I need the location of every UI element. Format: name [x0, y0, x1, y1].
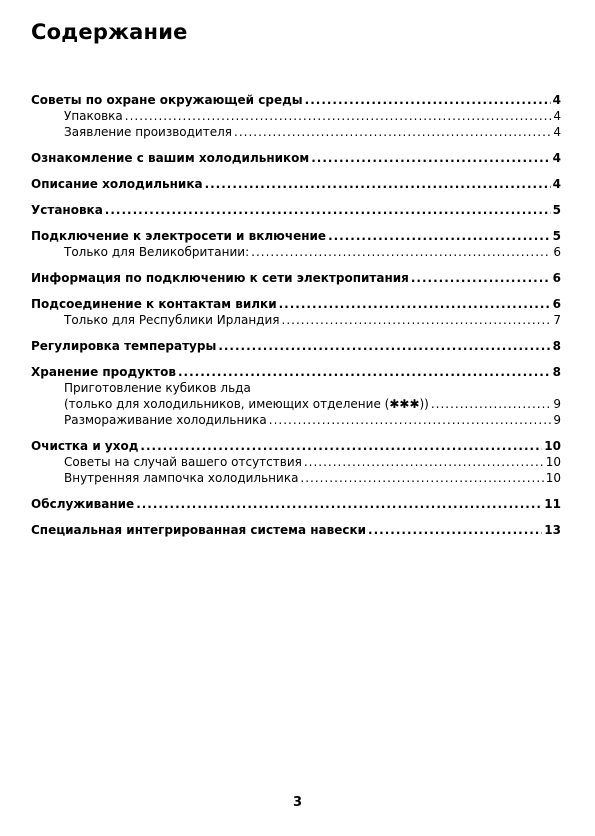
- toc-dot-leader: [178, 364, 551, 380]
- toc-entry-page: 9: [553, 397, 561, 411]
- toc-entry-page: 4: [552, 93, 561, 107]
- toc-subsection-entry: [31, 396, 561, 412]
- toc-section-entry: [31, 364, 561, 380]
- toc-entry-page: 5: [552, 229, 561, 243]
- toc-entry-page: 4: [552, 151, 561, 165]
- table-of-contents: [31, 92, 561, 538]
- toc-entry-title: Упаковка: [64, 109, 123, 123]
- toc-spacer: [31, 218, 561, 228]
- toc-entry-title: Советы на случай вашего отсутствия: [64, 455, 302, 469]
- toc-dot-leader: [279, 296, 551, 312]
- toc-entry-title: Установка: [31, 203, 103, 217]
- toc-section-entry: [31, 338, 561, 354]
- toc-dot-leader: [411, 270, 551, 286]
- toc-spacer: [31, 428, 561, 438]
- toc-spacer: [31, 260, 561, 270]
- toc-dot-leader: [368, 522, 542, 538]
- toc-dot-leader: [328, 228, 551, 244]
- toc-entry-title: Специальная интегрированная система навески: [31, 523, 367, 537]
- toc-entry-page: 6: [552, 271, 561, 285]
- toc-dot-leader: [269, 412, 552, 428]
- toc-entry-page: 6: [553, 245, 561, 259]
- toc-entry-title: Только для Республики Ирландия: [64, 313, 280, 327]
- toc-entry-title: Очистка и уход: [31, 439, 139, 453]
- toc-subsection-entry: [31, 380, 561, 396]
- toc-entry-title: Размораживание холодильника: [64, 413, 267, 427]
- toc-entry-title: Ознакомление с вашим холодильником: [31, 151, 310, 165]
- toc-dot-leader: [140, 438, 542, 454]
- toc-spacer: [31, 512, 561, 522]
- toc-section-entry: [31, 270, 561, 286]
- toc-entry-title: Советы по охране окружающей среды: [31, 93, 303, 107]
- toc-entry-page: 8: [552, 339, 561, 353]
- toc-dot-leader: [136, 496, 542, 512]
- toc-section-entry: [31, 176, 561, 192]
- toc-entry-page: 9: [553, 413, 561, 427]
- toc-dot-leader: [205, 176, 551, 192]
- toc-entry-title: Подключение к электросети и включение: [31, 229, 327, 243]
- toc-section-entry: [31, 228, 561, 244]
- toc-spacer: [31, 140, 561, 150]
- toc-entry-title: Подсоединение к контактам вилки: [31, 297, 277, 311]
- toc-entry-title: Обслуживание: [31, 497, 135, 511]
- toc-dot-leader: [431, 396, 552, 412]
- toc-dot-leader: [105, 202, 551, 218]
- toc-dot-leader: [300, 470, 543, 486]
- toc-dot-leader: [234, 124, 551, 140]
- toc-entry-page: 4: [553, 125, 561, 139]
- toc-entry-title: Информация по подключению к сети электропитания: [31, 271, 409, 285]
- toc-dot-leader: [305, 92, 551, 108]
- toc-section-entry: [31, 202, 561, 218]
- toc-section-entry: [31, 522, 561, 538]
- toc-entry-page: 4: [552, 177, 561, 191]
- toc-entry-title: Только для Великобритании:: [64, 245, 250, 259]
- toc-spacer: [31, 354, 561, 364]
- toc-entry-title: (только для холодильников, имеющих отделение (✱✱✱)): [64, 397, 429, 411]
- toc-dot-leader: [311, 150, 550, 166]
- toc-entry-title: Приготовление кубиков льда: [64, 381, 251, 395]
- toc-subsection-entry: [31, 412, 561, 428]
- toc-subsection-entry: [31, 312, 561, 328]
- toc-section-entry: [31, 150, 561, 166]
- toc-spacer: [31, 286, 561, 296]
- toc-dot-leader: [251, 244, 551, 260]
- toc-spacer: [31, 328, 561, 338]
- toc-subsection-entry: [31, 124, 561, 140]
- toc-entry-page: 10: [545, 455, 561, 469]
- toc-section-entry: [31, 438, 561, 454]
- toc-entry-page: 10: [545, 471, 561, 485]
- toc-entry-page: 4: [553, 109, 561, 123]
- toc-entry-title: Описание холодильника: [31, 177, 203, 191]
- toc-entry-title: Заявление производителя: [64, 125, 232, 139]
- toc-subsection-entry: [31, 108, 561, 124]
- toc-subsection-entry: [31, 470, 561, 486]
- page-number: 3: [292, 795, 303, 810]
- toc-dot-leader: [304, 454, 544, 470]
- toc-dot-leader: [125, 108, 552, 124]
- toc-entry-page: 5: [552, 203, 561, 217]
- toc-spacer: [31, 486, 561, 496]
- toc-entry-page: 13: [544, 523, 561, 537]
- toc-subsection-entry: [31, 454, 561, 470]
- toc-spacer: [31, 192, 561, 202]
- toc-dot-leader: [282, 312, 552, 328]
- toc-section-entry: [31, 296, 561, 312]
- toc-section-entry: [31, 496, 561, 512]
- toc-entry-page: 7: [553, 313, 561, 327]
- toc-entry-page: 11: [544, 497, 561, 511]
- toc-entry-title: Хранение продуктов: [31, 365, 176, 379]
- toc-spacer: [31, 166, 561, 176]
- toc-entry-page: 8: [552, 365, 561, 379]
- toc-entry-title: Регулировка температуры: [31, 339, 217, 353]
- page-title: Содержание: [31, 20, 188, 44]
- toc-entry-page: 6: [552, 297, 561, 311]
- toc-entry-page: 10: [544, 439, 561, 453]
- toc-dot-leader: [218, 338, 550, 354]
- toc-subsection-entry: [31, 244, 561, 260]
- toc-section-entry: [31, 92, 561, 108]
- toc-entry-title: Внутренняя лампочка холодильника: [64, 471, 299, 485]
